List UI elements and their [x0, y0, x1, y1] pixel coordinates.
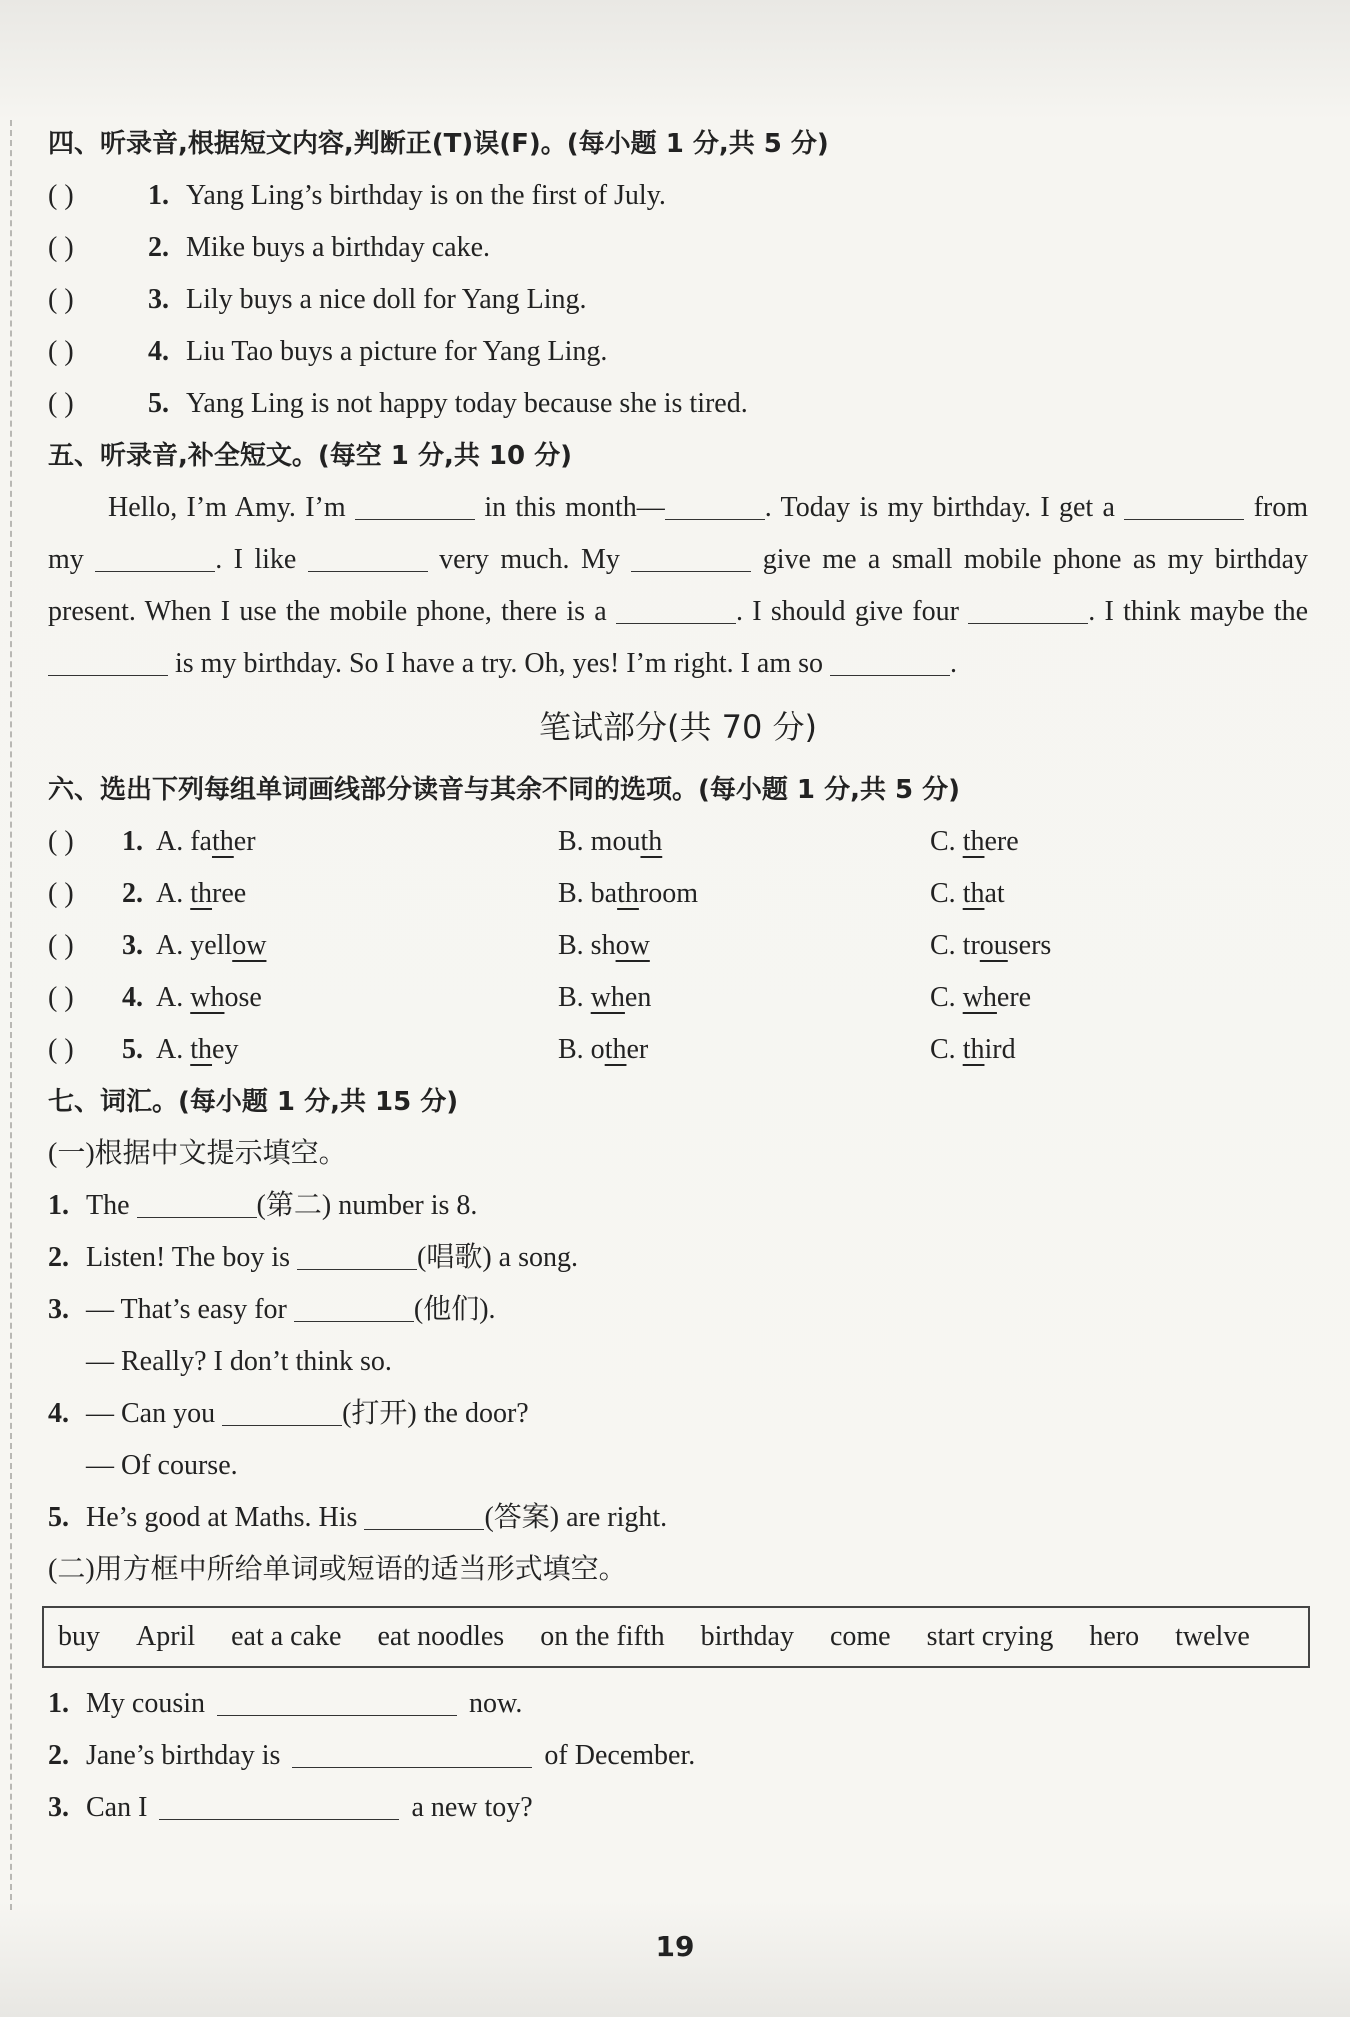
underlined-letters: ow — [232, 930, 267, 961]
section5-passage — [48, 482, 1308, 690]
option-text: er — [233, 826, 256, 857]
answer-paren[interactable]: ( ) — [48, 930, 74, 961]
option-b[interactable] — [558, 920, 650, 972]
option-a[interactable] — [156, 972, 262, 1024]
option-a[interactable] — [156, 816, 256, 868]
option-a[interactable] — [156, 1024, 238, 1076]
option-text: ose — [224, 982, 262, 1013]
passage-text: very much. My — [439, 544, 620, 575]
item-text: — That’s easy for — [86, 1294, 287, 1325]
phonics-item — [48, 1024, 1308, 1076]
vocab-item — [48, 1336, 1308, 1388]
chinese-hint: (第二) — [256, 1190, 332, 1221]
passage-text: Hello, I’m Amy. I’m — [108, 492, 346, 523]
answer-blank[interactable] — [297, 1235, 417, 1270]
answer-blank[interactable] — [355, 485, 475, 520]
item-number: 2. — [148, 232, 169, 263]
chinese-hint: (打开) — [342, 1398, 417, 1429]
worksheet-content — [48, 118, 1308, 1834]
item-number: 4. — [122, 982, 143, 1013]
answer-blank[interactable] — [1124, 485, 1244, 520]
judge-item — [48, 326, 1308, 378]
answer-paren[interactable]: ( ) — [48, 180, 74, 211]
answer-paren[interactable]: ( ) — [48, 284, 74, 315]
option-text: B. o — [558, 1034, 605, 1065]
answer-blank[interactable] — [631, 537, 751, 572]
item-text: — Of course. — [86, 1450, 238, 1481]
passage-text: in this month— — [484, 492, 665, 523]
word-option: April — [136, 1621, 196, 1652]
option-c[interactable] — [930, 920, 1051, 972]
underlined-letters: wh — [190, 982, 225, 1013]
word-option: twelve — [1175, 1621, 1250, 1652]
binding-margin-line — [10, 120, 12, 1910]
option-text: ree — [212, 878, 247, 909]
passage-text: . I think maybe the — [1088, 596, 1309, 627]
item-number: 5. — [48, 1502, 69, 1533]
option-text: B. ba — [558, 878, 618, 909]
item-text: a song. — [498, 1242, 578, 1273]
vocab-item — [48, 1284, 1308, 1336]
passage-text: . Today is my birthday. I get a — [764, 492, 1115, 523]
item-number: 2. — [48, 1740, 69, 1771]
option-text: sers — [1007, 930, 1052, 961]
item-text: Yang Ling’s birthday is on the first of July. — [186, 180, 666, 211]
underlined-letters: ow — [615, 930, 650, 961]
vocab-item — [48, 1388, 1308, 1440]
word-option: start crying — [926, 1621, 1054, 1652]
word-option: birthday — [700, 1621, 794, 1652]
item-number: 1. — [48, 1688, 69, 1719]
underlined-letters: th — [617, 878, 639, 909]
option-text: C. — [930, 1034, 963, 1065]
item-number: 1. — [148, 180, 169, 211]
answer-blank[interactable] — [294, 1287, 414, 1322]
answer-paren[interactable]: ( ) — [48, 388, 74, 419]
underlined-letters: th — [962, 878, 985, 909]
option-text: B. — [558, 982, 591, 1013]
answer-blank[interactable] — [95, 537, 215, 572]
passage-text: . I should give four — [736, 596, 959, 627]
option-b[interactable] — [558, 816, 662, 868]
option-text: C. — [930, 826, 963, 857]
item-number: 3. — [48, 1294, 69, 1325]
item-number: 4. — [48, 1398, 69, 1429]
underlined-letters: th — [604, 1034, 627, 1065]
chinese-hint: (答案) — [484, 1502, 560, 1533]
underlined-letters: th — [640, 826, 663, 857]
item-text: Listen! The boy is — [86, 1242, 291, 1273]
phonics-item — [48, 868, 1308, 920]
answer-blank[interactable] — [292, 1733, 532, 1768]
option-text: B. sh — [558, 930, 616, 961]
answer-paren[interactable]: ( ) — [48, 336, 74, 367]
answer-blank[interactable] — [665, 485, 765, 520]
option-c[interactable] — [930, 816, 1019, 868]
option-text: A. yell — [156, 930, 233, 961]
option-a[interactable] — [156, 868, 246, 920]
passage-text: is my birthday. So I have a try. Oh, yes! I’m right. I am so — [175, 648, 824, 679]
option-text: en — [624, 982, 652, 1013]
word-option: come — [829, 1621, 891, 1652]
passage-text: give me a small mobile phone as my birthday present. When I use the mobile phone, there is a — [48, 544, 1309, 627]
option-text: at — [984, 878, 1005, 909]
item-text: My cousin — [86, 1688, 205, 1719]
option-text: room — [638, 878, 698, 909]
passage-text: from my — [48, 492, 1309, 575]
option-text: ere — [984, 826, 1019, 857]
item-number: 5. — [122, 1034, 143, 1065]
item-text: Mike buys a birthday cake. — [186, 232, 491, 263]
item-text: — Really? I don’t think so. — [86, 1346, 392, 1377]
answer-paren[interactable]: ( ) — [48, 826, 74, 857]
item-number: 5. — [148, 388, 169, 419]
phonics-item — [48, 972, 1308, 1024]
item-text: now. — [469, 1688, 523, 1719]
item-text: — Can you — [86, 1398, 216, 1429]
section6-heading: 六、选出下列每组单词画线部分读音与其余不同的选项。(每小题 1 分,共 5 分) — [48, 775, 961, 805]
option-text: A. — [156, 1034, 191, 1065]
item-number: 3. — [148, 284, 169, 315]
option-text: B. mou — [558, 826, 641, 857]
section4-heading: 四、听录音,根据短文内容,判断正(T)误(F)。(每小题 1 分,共 5 分) — [48, 129, 829, 159]
vocab-item — [48, 1180, 1308, 1232]
underlined-letters: th — [190, 878, 213, 909]
vocab-item — [48, 1232, 1308, 1284]
answer-blank[interactable] — [159, 1785, 399, 1820]
written-part-title: 笔试部分(共 70 分) — [538, 708, 818, 746]
item-text: Yang Ling is not happy today because she is tired. — [186, 388, 748, 419]
underlined-letters: wh — [962, 982, 997, 1013]
phonics-item — [48, 816, 1308, 868]
item-text: Liu Tao buys a picture for Yang Ling. — [186, 336, 608, 367]
word-option: on the fifth — [540, 1621, 665, 1652]
item-number: 1. — [48, 1190, 69, 1221]
underlined-letters: th — [211, 826, 234, 857]
judge-item — [48, 378, 1308, 430]
answer-blank[interactable] — [217, 1681, 457, 1716]
option-c[interactable] — [930, 972, 1031, 1024]
item-text: are right. — [566, 1502, 668, 1533]
fill-item — [48, 1678, 1308, 1730]
item-text: The — [86, 1190, 130, 1221]
item-number: 4. — [148, 336, 169, 367]
underlined-letters: th — [190, 1034, 213, 1065]
answer-blank[interactable] — [48, 641, 168, 676]
passage-text: . — [950, 648, 958, 679]
underlined-letters: ou — [979, 930, 1008, 961]
section5-heading: 五、听录音,补全短文。(每空 1 分,共 10 分) — [48, 441, 572, 471]
fill-item — [48, 1730, 1308, 1782]
option-a[interactable] — [156, 920, 266, 972]
word-option: eat noodles — [377, 1621, 505, 1652]
part1-heading: (一)根据中文提示填空。 — [48, 1138, 347, 1169]
item-text: Lily buys a nice doll for Yang Ling. — [186, 284, 587, 315]
passage-text: . I like — [215, 544, 297, 575]
option-b[interactable] — [558, 972, 651, 1024]
item-text: a new toy? — [411, 1792, 533, 1823]
answer-blank[interactable] — [616, 589, 736, 624]
option-text: A. fa — [156, 826, 212, 857]
word-option: eat a cake — [231, 1621, 342, 1652]
option-text: ere — [996, 982, 1032, 1013]
option-text: A. — [156, 982, 191, 1013]
item-number: 2. — [122, 878, 143, 909]
fill-item — [48, 1782, 1308, 1834]
answer-paren[interactable]: ( ) — [48, 232, 74, 263]
option-text: er — [626, 1034, 649, 1065]
item-number: 3. — [48, 1792, 69, 1823]
phonics-item — [48, 920, 1308, 972]
chinese-hint: (唱歌) — [417, 1242, 492, 1273]
underlined-letters: th — [962, 1034, 985, 1065]
word-option: buy — [58, 1621, 100, 1652]
option-b[interactable] — [558, 1024, 648, 1076]
option-c[interactable] — [930, 868, 1005, 920]
answer-blank[interactable] — [968, 589, 1088, 624]
chinese-hint: (他们). — [413, 1294, 496, 1325]
option-b[interactable] — [558, 868, 698, 920]
section7-heading: 七、词汇。(每小题 1 分,共 15 分) — [48, 1087, 459, 1117]
option-text: ey — [212, 1034, 239, 1065]
judge-item — [48, 222, 1308, 274]
vocab-item — [48, 1440, 1308, 1492]
vocab-item — [48, 1492, 1308, 1544]
answer-paren[interactable]: ( ) — [48, 1034, 74, 1065]
item-text: of December. — [544, 1740, 696, 1771]
item-text: the door? — [423, 1398, 529, 1429]
answer-blank[interactable] — [364, 1495, 484, 1530]
answer-paren[interactable]: ( ) — [48, 982, 74, 1013]
word-option: hero — [1089, 1621, 1140, 1652]
item-number: 2. — [48, 1242, 69, 1273]
part2-heading: (二)用方框中所给单词或短语的适当形式填空。 — [48, 1554, 627, 1585]
item-number: 3. — [122, 930, 143, 961]
option-c[interactable] — [930, 1024, 1016, 1076]
option-text: C. — [930, 878, 963, 909]
option-text: A. — [156, 878, 191, 909]
item-text: He’s good at Maths. His — [86, 1502, 358, 1533]
judge-item — [48, 170, 1308, 222]
option-text: C. tr — [930, 930, 980, 961]
answer-blank[interactable] — [222, 1391, 342, 1426]
item-text: Jane’s birthday is — [86, 1740, 281, 1771]
page-number: 19 — [655, 1930, 695, 1963]
underlined-letters: th — [962, 826, 985, 857]
option-text: C. — [930, 982, 963, 1013]
answer-paren[interactable]: ( ) — [48, 878, 74, 909]
judge-item — [48, 274, 1308, 326]
item-text: Can I — [86, 1792, 148, 1823]
answer-blank[interactable] — [137, 1183, 257, 1218]
underlined-letters: wh — [590, 982, 625, 1013]
option-text: ird — [984, 1034, 1016, 1065]
answer-blank[interactable] — [308, 537, 428, 572]
answer-blank[interactable] — [830, 641, 950, 676]
item-number: 1. — [122, 826, 143, 857]
item-text: number is 8. — [338, 1190, 478, 1221]
word-box — [42, 1606, 1310, 1668]
